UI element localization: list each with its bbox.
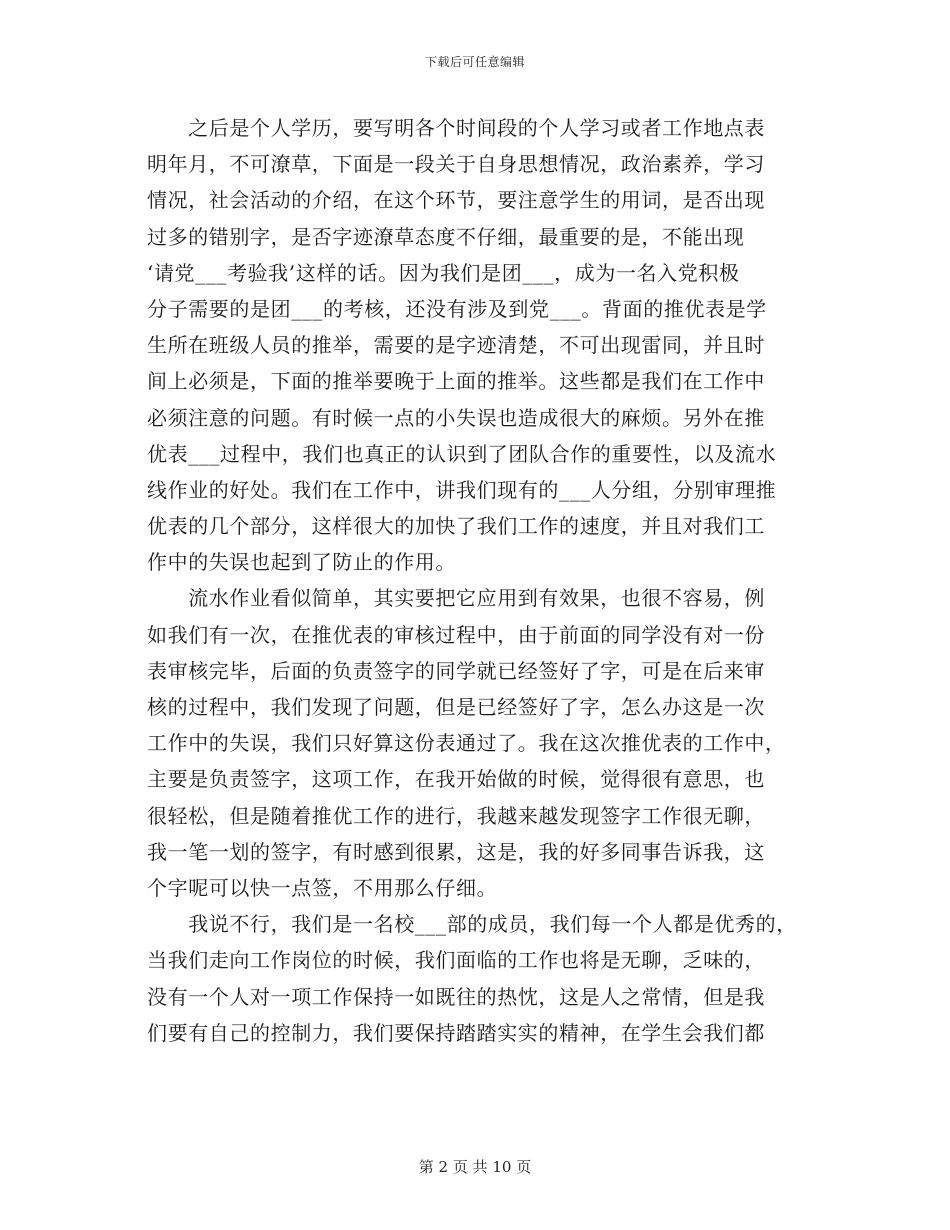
text-line: 流水作业看似简单，其实要把它应用到有效果，也很不容易，例 xyxy=(147,586,765,611)
text-line: 核的过程中，我们发现了问题，但是已经签好了字，怎么办这是一次 xyxy=(147,695,765,719)
text-line: 当我们走向工作岗位的时候，我们面临的工作也将是无聊，乏味的， xyxy=(147,948,765,973)
text-line: 情况，社会活动的介绍，在这个环节，要注意学生的用词，是否出现 xyxy=(147,188,765,213)
text-line: 没有一个人对一项工作保持一如既往的热忱，这是人之常情，但是我 xyxy=(147,984,765,1009)
text-line: 生所在班级人员的推举，需要的是字迹清楚，不可出现雷同，并且时 xyxy=(147,333,765,358)
text-line: 作中的失误也起到了防止的作用。 xyxy=(147,550,456,575)
text-line: 间上必须是，下面的推举要晚于上面的推举。这些都是我们在工作中 xyxy=(147,369,765,394)
text-line: 分子需要的是团___的考核，还没有涉及到党___。背面的推优表是学 xyxy=(147,296,767,321)
text-line: 优表的几个部分，这样很大的加快了我们工作的速度，并且对我们工 xyxy=(147,514,765,539)
text-line: 我一笔一划的签字，有时感到很累，这是，我的好多同事告诉我，这 xyxy=(147,839,765,864)
text-line: 工作中的失误，我们只好算这份表通过了。我在这次推优表的工作中， xyxy=(147,731,786,756)
text-line: 们要有自己的控制力，我们要保持踏踏实实的精神，在学生会我们都 xyxy=(147,1020,765,1045)
text-line: 过多的错别字，是否字迹潦草态度不仔细，最重要的是，不能出现 xyxy=(147,224,745,249)
page-footer: 第 2 页 共 10 页 xyxy=(418,1158,532,1176)
text-line: 个字呢可以快一点签，不用那么仔细。 xyxy=(147,875,498,900)
text-line: ‘请党___考验我’这样的话。因为我们是团___，成为一名入党积极 xyxy=(147,260,740,285)
page-header: 下载后可任意编辑 xyxy=(424,55,525,69)
text-line: 很轻松，但是随着推优工作的进行，我越来越发现签字工作很无聊， xyxy=(147,803,765,828)
text-line: 表审核完毕，后面的负责签字的同学就已经签好了字，可是在后来审 xyxy=(147,658,765,683)
text-line: 线作业的好处。我们在工作中，讲我们现有的___人分组，分别审理推 xyxy=(147,477,777,502)
text-line: 主要是负责签字，这项工作，在我开始做的时候，觉得很有意思，也 xyxy=(147,767,765,792)
text-line: 明年月，不可潦草，下面是一段关于自身思想情况，政治素养，学习 xyxy=(147,152,765,177)
text-line: 我说不行，我们是一名校___部的成员，我们每一个人都是优秀的， xyxy=(147,912,797,937)
text-line: 优表___过程中，我们也真正的认识到了团队合作的重要性，以及流水 xyxy=(147,441,777,466)
body-text xyxy=(147,110,807,1051)
text-line: 如我们有一次，在推优表的审核过程中，由于前面的同学没有对一份 xyxy=(147,622,765,647)
text-line: 必须注意的问题。有时候一点的小失误也造成很大的麻烦。另外在推 xyxy=(147,405,765,430)
text-line: 之后是个人学历，要写明各个时间段的个人学习或者工作地点表 xyxy=(147,116,765,140)
